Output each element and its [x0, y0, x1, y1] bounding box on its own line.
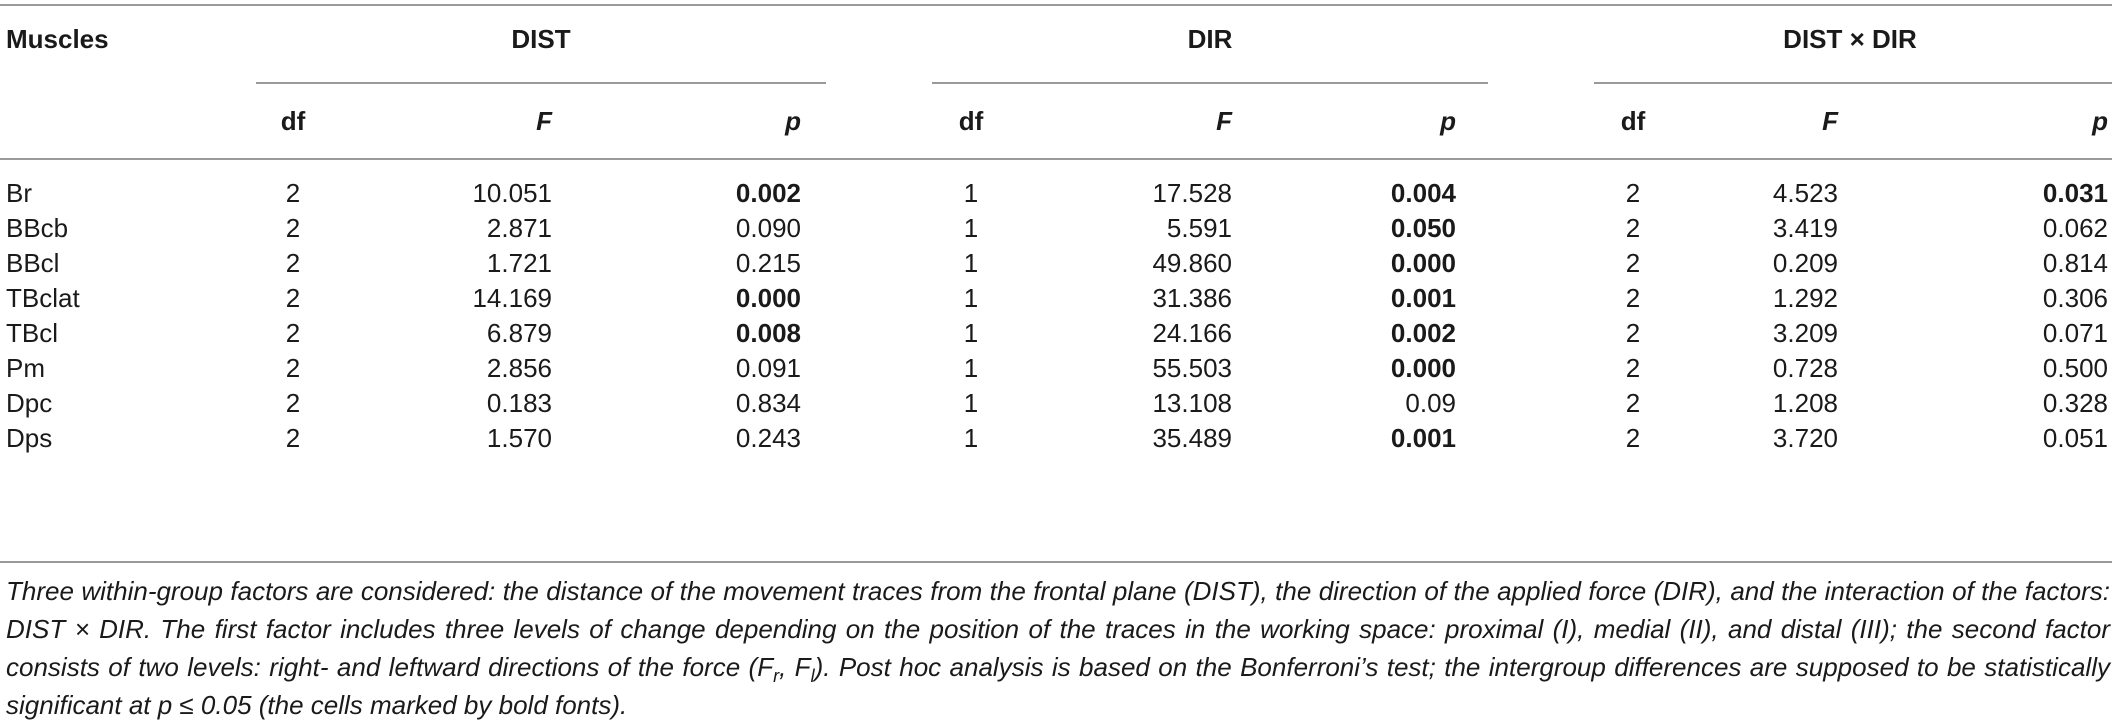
- footnote-sub-l: l: [810, 666, 815, 687]
- cell-dist-x-dir-df: 2: [1625, 283, 1641, 313]
- cell-dist-p: 0.008: [735, 318, 801, 348]
- cell-dist-x-dir-p: 0.328: [2042, 388, 2108, 418]
- cell-dist-x-dir-f: 3.720: [1772, 423, 1838, 453]
- cell-dist-f: 10.051: [472, 178, 552, 208]
- cell-dir-p: 0.09: [1405, 388, 1456, 418]
- cell-dist-x-dir-f: 0.209: [1772, 248, 1838, 278]
- cell-dir-df: 1: [963, 178, 979, 208]
- cell-dist-p: 0.834: [735, 388, 801, 418]
- cell-dist-df: 2: [285, 388, 301, 418]
- cell-dist-x-dir-f: 0.728: [1772, 353, 1838, 383]
- row-muscle-label: Dps: [6, 423, 53, 453]
- cell-dist-df: 2: [285, 283, 301, 313]
- cell-dist-df: 2: [285, 213, 301, 243]
- group-rule-dist: [256, 82, 826, 84]
- cell-dist-x-dir-f: 3.209: [1772, 318, 1838, 348]
- cell-dist-f: 6.879: [486, 318, 552, 348]
- row-muscle-label: Pm: [6, 353, 45, 383]
- group-header-dir: DIR: [1187, 24, 1233, 54]
- cell-dir-df: 1: [963, 283, 979, 313]
- cell-dir-f: 17.528: [1152, 178, 1232, 208]
- cell-dir-p: 0.000: [1390, 353, 1456, 383]
- cell-dist-x-dir-df: 2: [1625, 248, 1641, 278]
- group-header-dist: DIST: [511, 24, 571, 54]
- cell-dir-df: 1: [963, 353, 979, 383]
- row-muscle-label: BBcl: [6, 248, 60, 278]
- cell-dist-f: 14.169: [472, 283, 552, 313]
- cell-dist-x-dir-f: 4.523: [1772, 178, 1838, 208]
- subheader-dist-df: df: [280, 106, 306, 136]
- row-muscle-label: Dpc: [6, 388, 53, 418]
- muscles-header: Muscles: [6, 24, 109, 54]
- subheader-dist-f: F: [536, 106, 552, 136]
- subheader-dist-x-dir-p: p: [2092, 106, 2108, 136]
- cell-dist-x-dir-p: 0.306: [2042, 283, 2108, 313]
- cell-dist-x-dir-p: 0.031: [2042, 178, 2108, 208]
- cell-dist-x-dir-df: 2: [1625, 423, 1641, 453]
- cell-dist-f: 1.721: [486, 248, 552, 278]
- cell-dir-p: 0.000: [1390, 248, 1456, 278]
- cell-dir-p: 0.001: [1390, 423, 1456, 453]
- footnote-sub-r: r: [773, 666, 780, 687]
- footnote-text-2: , F: [779, 652, 811, 682]
- cell-dist-x-dir-f: 1.208: [1772, 388, 1838, 418]
- group-rule-dir: [932, 82, 1488, 84]
- row-muscle-label: Br: [6, 178, 32, 208]
- subheader-dist-x-dir-df: df: [1620, 106, 1646, 136]
- subheader-dir-f: F: [1216, 106, 1232, 136]
- cell-dist-df: 2: [285, 248, 301, 278]
- cell-dir-f: 55.503: [1152, 353, 1232, 383]
- cell-dist-x-dir-df: 2: [1625, 353, 1641, 383]
- cell-dist-df: 2: [285, 178, 301, 208]
- cell-dist-x-dir-df: 2: [1625, 213, 1641, 243]
- cell-dir-df: 1: [963, 388, 979, 418]
- cell-dist-x-dir-p: 0.071: [2042, 318, 2108, 348]
- cell-dir-f: 13.108: [1152, 388, 1232, 418]
- cell-dist-x-dir-p: 0.051: [2042, 423, 2108, 453]
- cell-dir-df: 1: [963, 248, 979, 278]
- cell-dist-p: 0.090: [735, 213, 801, 243]
- cell-dir-f: 49.860: [1152, 248, 1232, 278]
- cell-dir-df: 1: [963, 423, 979, 453]
- footnote-text-3: ). Post hoc analysis is based on the Bonferroni’s test; the intergroup differences are supposed to be statistically significant at p ≤ 0.05 (the cells marked by bold fonts).: [6, 652, 2110, 720]
- cell-dist-x-dir-f: 3.419: [1772, 213, 1838, 243]
- cell-dist-df: 2: [285, 318, 301, 348]
- cell-dist-f: 2.856: [486, 353, 552, 383]
- cell-dist-x-dir-df: 2: [1625, 178, 1641, 208]
- cell-dir-f: 5.591: [1166, 213, 1232, 243]
- cell-dist-x-dir-p: 0.062: [2042, 213, 2108, 243]
- cell-dist-x-dir-p: 0.814: [2042, 248, 2108, 278]
- header-bottom-rule: [0, 158, 2112, 160]
- table-bottom-rule: [0, 561, 2112, 563]
- cell-dist-x-dir-df: 2: [1625, 318, 1641, 348]
- cell-dist-x-dir-p: 0.500: [2042, 353, 2108, 383]
- cell-dir-p: 0.050: [1390, 213, 1456, 243]
- subheader-dir-p: p: [1440, 106, 1456, 136]
- cell-dir-p: 0.001: [1390, 283, 1456, 313]
- cell-dist-f: 0.183: [486, 388, 552, 418]
- cell-dist-p: 0.000: [735, 283, 801, 313]
- cell-dist-df: 2: [285, 353, 301, 383]
- cell-dist-p: 0.215: [735, 248, 801, 278]
- cell-dir-p: 0.002: [1390, 318, 1456, 348]
- row-muscle-label: TBcl: [6, 318, 58, 348]
- cell-dir-f: 24.166: [1152, 318, 1232, 348]
- cell-dist-x-dir-f: 1.292: [1772, 283, 1838, 313]
- cell-dist-df: 2: [285, 423, 301, 453]
- table-top-rule: [0, 4, 2112, 6]
- cell-dist-f: 1.570: [486, 423, 552, 453]
- group-rule-dist-x-dir: [1594, 82, 2112, 84]
- table-footnote: [6, 572, 2110, 724]
- group-header-dist-x-dir: DIST × DIR: [1783, 24, 1917, 54]
- cell-dist-f: 2.871: [486, 213, 552, 243]
- subheader-dist-p: p: [785, 106, 801, 136]
- footnote-text-1: Three within-group factors are considered: the distance of the movement traces from the frontal plane (DIST), the direction of the applied force (DIR), and the interaction of the factors: DIST × DIR. The first factor includes three levels of change depending on the position of the traces in the working space: proximal (I), medial (II), and distal (III); the second factor consists of two levels: right- and leftward directions of the force (F: [6, 576, 2110, 682]
- cell-dir-f: 31.386: [1152, 283, 1232, 313]
- subheader-dist-x-dir-f: F: [1822, 106, 1838, 136]
- row-muscle-label: TBclat: [6, 283, 80, 313]
- row-muscle-label: BBcb: [6, 213, 69, 243]
- cell-dist-p: 0.002: [735, 178, 801, 208]
- cell-dist-p: 0.091: [735, 353, 801, 383]
- cell-dir-f: 35.489: [1152, 423, 1232, 453]
- cell-dist-x-dir-df: 2: [1625, 388, 1641, 418]
- cell-dir-df: 1: [963, 213, 979, 243]
- subheader-dir-df: df: [958, 106, 984, 136]
- cell-dist-p: 0.243: [735, 423, 801, 453]
- cell-dir-df: 1: [963, 318, 979, 348]
- cell-dir-p: 0.004: [1390, 178, 1456, 208]
